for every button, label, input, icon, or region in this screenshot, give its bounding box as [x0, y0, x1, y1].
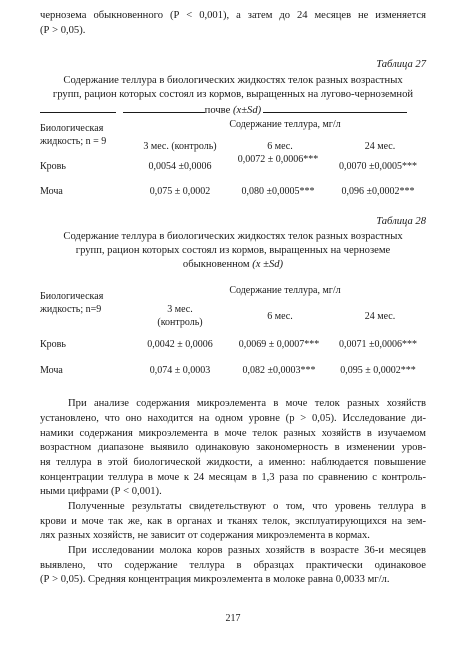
table-28-col-3: 24 мес. [364, 311, 396, 322]
table-28-col-1: 3 мес. (контроль) [157, 304, 203, 328]
table-28-group-header: Содержание теллура, мг/л [229, 285, 341, 296]
table-27-row-1-label: Кровь [40, 161, 66, 172]
blank-underline [40, 102, 116, 113]
table-28-row-2-value-1: 0,074 ± 0,0003 [149, 365, 211, 376]
table-27-formula: (x±Sd) [232, 105, 262, 116]
table-28-row-header: Биологическая жидкость; n=9 [40, 291, 104, 315]
paragraph-3-line: При исследовании молока коров разных хозяйств в возрасте 36-и месяцев [68, 545, 426, 556]
table-27-row-2-label: Моча [40, 186, 63, 197]
table-27-title-line-3 [40, 102, 407, 118]
page-number: 217 [225, 613, 241, 624]
table-28-row-1-value-1: 0,0042 ± 0,0006 [147, 339, 213, 350]
table-28-row-1-value-2: 0,0069 ± 0,0007*** [238, 339, 320, 350]
table-27-title-line-2: групп, рацион которых состоял из кормов, выращенных на лугово-черноземной [52, 89, 414, 100]
table-27-col-1: 3 мес. (контроль) [143, 141, 217, 152]
table-27-title-line-1: Содержание теллура в биологических жидкостях телок разных возрастных [63, 75, 403, 86]
table-28-title-line-1: Содержание теллура в биологических жидкостях телок разных возрастных [63, 231, 403, 242]
paragraph-1-line: ня теллура в этой биологической жидкости, а именно: наблюдается повышение [40, 457, 426, 468]
paragraph-1-line: ными цифрами (Р < 0,001). [40, 486, 162, 497]
table-28-title-line-2: групп, рацион которых состоял из кормов, выращенных на черноземе [75, 245, 391, 256]
table-27-row-2-value-3: 0,096 ±0,0002*** [341, 186, 415, 197]
blank-underline [123, 102, 205, 113]
table-27-col-2: 6 мес. [267, 141, 293, 152]
table-27-number: Таблица 27 [376, 59, 426, 70]
table-28-row-2-label: Моча [40, 365, 63, 376]
paragraph-1-line: возрастном диапазоне выявило одинаковую закономерность в изменении уров- [40, 442, 426, 453]
paragraph-3-line: выявлено, что содержание теллура в образцах практически одинаковое [40, 560, 426, 571]
table-28-row-2-value-2: 0,082 ±0,0003*** [242, 365, 316, 376]
table-28-title-word: обыкновенном [182, 259, 250, 270]
paragraph-2-line: крови и моче так же, как в органах и тканях телок, эксплуатирующихся на зем- [40, 516, 426, 527]
paragraph-2-line: лях разных хозяйств, не зависит от содержания микроэлемента в кормах. [40, 530, 370, 541]
table-27-row-1-value-3: 0,0070 ±0,0005*** [339, 161, 417, 172]
table-27-title-word: почве [204, 105, 231, 116]
table-27-row-2-value-1: 0,075 ± 0,0002 [149, 186, 211, 197]
paragraph-1-line: При анализе содержания микроэлемента в моче телок разных хозяйств [68, 398, 426, 409]
top-paragraph-line-1: чернозема обыкновенного (Р < 0,001), а затем до 24 месяцев не изменяется [40, 10, 426, 21]
paragraph-1-line: намики содержания микроэлемента в моче телок разных хозяйств в изучаемом [40, 428, 426, 439]
table-27-group-header: Содержание теллура, мг/л [229, 119, 341, 130]
table-28-row-2-value-3: 0,095 ± 0,0002*** [340, 365, 416, 376]
table-28-title-line-3 [40, 258, 426, 272]
table-27-row-2-value-2: 0,080 ±0,0005*** [241, 186, 315, 197]
table-28-formula: (x ±Sd) [252, 259, 284, 270]
top-paragraph-line-2: (Р > 0,05). [40, 25, 86, 36]
table-27-row-header: Биологическая жидкость; n = 9 [40, 123, 107, 147]
paragraph-3-line: (Р > 0,05). Средняя концентрация микроэлемента в молоке равна 0,0033 мг/л. [40, 574, 390, 585]
blank-underline [263, 102, 407, 113]
table-28-number: Таблица 28 [376, 216, 426, 227]
paragraph-2-line: Полученные результаты свидетельствуют о том, что уровень теллура в [68, 501, 426, 512]
paragraph-1-line: концентрации теллура в моче к 24 месяцам в 1,3 раза по сравнению с контроль- [40, 472, 426, 483]
table-27-col-3: 24 мес. [364, 141, 396, 152]
paragraph-1-line: установлено, что оно находится на одном уровне (р > 0,05). Исследование ди- [40, 413, 426, 424]
table-28-row-1-value-3: 0,0071 ±0,0006*** [339, 339, 417, 350]
table-28-col-2: 6 мес. [267, 311, 293, 322]
table-27-row-1-value-2: 0,0072 ± 0,0006*** [237, 154, 319, 165]
table-27-row-1-value-1: 0,0054 ±0,0006 [148, 161, 212, 172]
table-28-row-1-label: Кровь [40, 339, 66, 350]
